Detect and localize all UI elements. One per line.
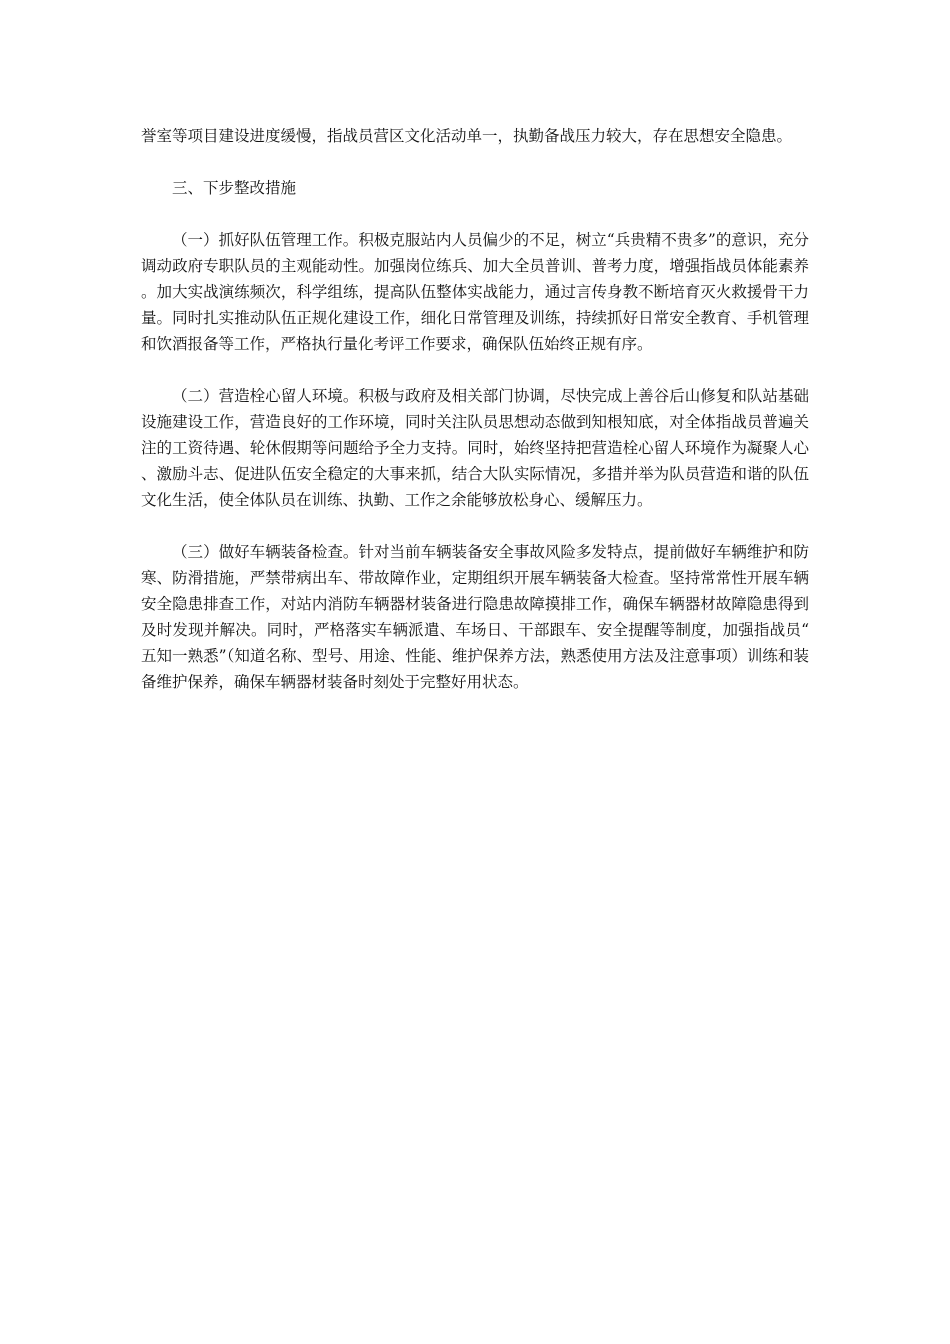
measure-paragraph-3: （三）做好车辆装备检查。针对当前车辆装备安全事故风险多发特点，提前做好车辆维护和防寒、防滑措施，严禁带病出车、带故障作业，定期组织开展车辆装备大检查。坚持常常性开展车辆安全隐患排查工作，对站内消防车辆器材装备进行隐患故障摸排工作，确保车辆器材故障隐患得到及时发现并解决。同时，严格落实车辆派遣、车场日、干部跟车、安全提醒等制度，加强指战员“五知一熟悉”（知道名称、型号、用途、性能、维护保养方法，熟悉使用方法及注意事项）训练和装备维护保养，确保车辆器材装备时刻处于完整好用状态。 [141,543,809,691]
intro-paragraph: 誉室等项目建设进度缓慢，指战员营区文化活动单一，执勤备战压力较大，存在思想安全隐患。 [141,127,793,145]
measure-paragraph-2: （二）营造栓心留人环境。积极与政府及相关部门协调，尽快完成上善谷后山修复和队站基础设施建设工作，营造良好的工作环境，同时关注队员思想动态做到知根知底，对全体指战员普遍关注的工资待遇、轮休假期等问题给予全力支持。同时，始终坚持把营造栓心留人环境作为凝聚人心、激励斗志、促进队伍安全稳定的大事来抓，结合大队实际情况，多措并举为队员营造和谐的队伍文化生活，使全体队员在训练、执勤、工作之余能够放松身心、缓解压力。 [141,387,809,509]
document-body [141,123,809,721]
measure-paragraph-1: （一）抓好队伍管理工作。积极克服站内人员偏少的不足，树立“兵贵精不贵多”的意识，充分调动政府专职队员的主观能动性。加强岗位练兵、加大全员普训、普考力度，增强指战员体能素养。加大实战演练频次，科学组练，提高队伍整体实战能力，通过言传身教不断培育灭火救援骨干力量。同时扎实推动队伍正规化建设工作，细化日常管理及训练，持续抓好日常安全教育、手机管理和饮酒报备等工作，严格执行量化考评工作要求，确保队伍始终正规有序。 [141,231,809,353]
section-heading: 三、下步整改措施 [172,179,297,197]
